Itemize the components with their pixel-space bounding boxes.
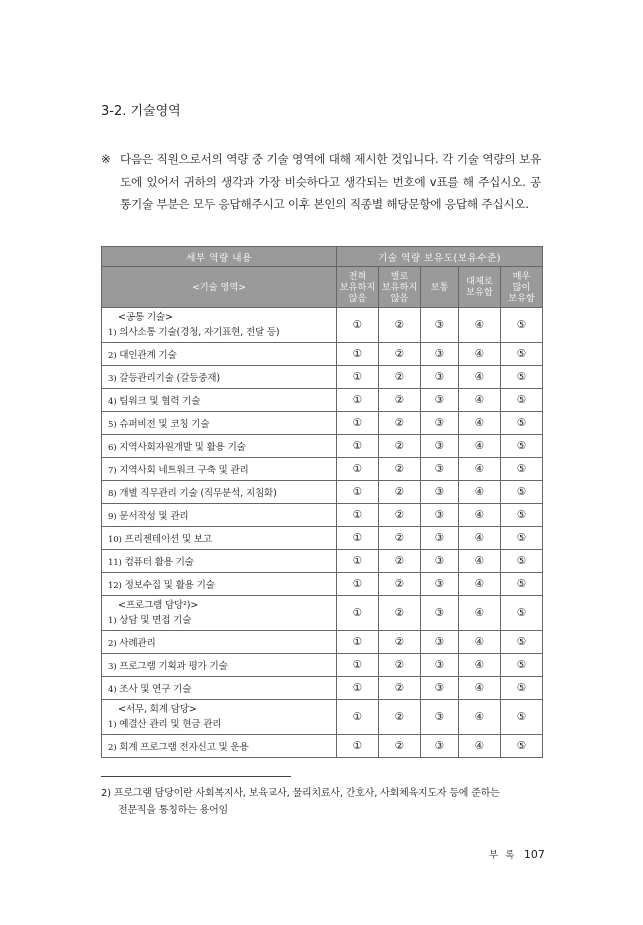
footnote-line1: 프로그램 담당이란 사회복지사, 보육교사, 물리치료사, 간호사, 사회체육지도자 등에 준하는 (113, 788, 500, 799)
rating-option-2[interactable]: ② (379, 481, 421, 504)
skill-item (102, 389, 337, 412)
skill-item (102, 735, 337, 758)
scale-header-4: 대체로 보유함 (459, 267, 501, 308)
item-number: 3) (108, 374, 117, 384)
rating-option-4[interactable]: ④ (459, 435, 501, 458)
rating-option-1[interactable]: ① (337, 677, 379, 700)
item-label: 슈퍼비전 및 코칭 기술 (119, 419, 210, 430)
rating-option-5[interactable]: ⑤ (501, 412, 543, 435)
item-label: 상담 및 면접 기술 (119, 614, 192, 626)
rating-option-1[interactable]: ① (337, 412, 379, 435)
rating-option-5[interactable]: ⑤ (501, 458, 543, 481)
rating-option-2[interactable]: ② (379, 550, 421, 573)
instruction-text: 다음은 직원으로서의 역량 중 기술 영역에 대해 제시한 것입니다. 각 기술 역량의 보유도에 있어서 귀하의 생각과 가장 비슷하다고 생각되는 번호에 v표를 해 주십시오. 공통기술 부분은 모두 응답해주시고 이후 본인의 직종별 해당문항에 응답해 주십시오. (120, 152, 541, 211)
footnote-mark: 2) (101, 788, 111, 799)
rating-option-3[interactable]: ③ (421, 735, 459, 758)
item-label: 프로그램 기획과 평가 기술 (119, 661, 228, 672)
rating-option-4[interactable]: ④ (459, 366, 501, 389)
rating-option-5[interactable]: ⑤ (501, 504, 543, 527)
table-row (102, 366, 543, 389)
item-label: 조사 및 연구 기술 (119, 684, 192, 695)
item-label: 지역사회 네트워크 구축 및 관리 (119, 465, 249, 476)
item-label: 프리젠테이션 및 보고 (124, 534, 212, 545)
item-number: 5) (108, 420, 117, 430)
skill-item (102, 596, 337, 631)
item-number: 7) (108, 466, 117, 476)
rating-option-2[interactable]: ② (379, 735, 421, 758)
rating-option-4[interactable]: ④ (459, 631, 501, 654)
rating-option-2[interactable]: ② (379, 412, 421, 435)
rating-option-3[interactable]: ③ (421, 527, 459, 550)
rating-option-4[interactable]: ④ (459, 412, 501, 435)
skill-item (102, 677, 337, 700)
skill-item (102, 527, 337, 550)
item-label: 예결산 관리 및 현금 관리 (119, 718, 222, 730)
rating-option-3[interactable]: ③ (421, 366, 459, 389)
rating-option-2[interactable]: ② (379, 435, 421, 458)
rating-option-4[interactable]: ④ (459, 343, 501, 366)
item-number: 9) (108, 512, 117, 522)
rating-option-5[interactable]: ⑤ (501, 700, 543, 735)
table-row (102, 527, 543, 550)
footnote-rule (101, 776, 291, 777)
item-number: 6) (108, 443, 117, 453)
rating-option-3[interactable]: ③ (421, 435, 459, 458)
rating-option-4[interactable]: ④ (459, 596, 501, 631)
rating-option-3[interactable]: ③ (421, 631, 459, 654)
table-row (102, 654, 543, 677)
table-header-row (102, 247, 543, 267)
skill-item (102, 654, 337, 677)
rating-option-1[interactable]: ① (337, 527, 379, 550)
rating-option-5[interactable]: ⑤ (501, 631, 543, 654)
rating-option-5[interactable]: ⑤ (501, 366, 543, 389)
rating-option-3[interactable]: ③ (421, 412, 459, 435)
rating-option-4[interactable]: ④ (459, 573, 501, 596)
rating-option-1[interactable]: ① (337, 654, 379, 677)
rating-option-3[interactable]: ③ (421, 550, 459, 573)
rating-option-1[interactable]: ① (337, 308, 379, 343)
rating-option-2[interactable]: ② (379, 596, 421, 631)
rating-option-1[interactable]: ① (337, 700, 379, 735)
table-row (102, 504, 543, 527)
rating-option-1[interactable]: ① (337, 366, 379, 389)
rating-option-1[interactable]: ① (337, 550, 379, 573)
item-label: 컴퓨터 활용 기술 (124, 557, 194, 568)
rating-option-4[interactable]: ④ (459, 735, 501, 758)
rating-option-5[interactable]: ⑤ (501, 481, 543, 504)
appendix-label: 부 록 (489, 850, 517, 861)
rating-option-2[interactable]: ② (379, 527, 421, 550)
item-number: 8) (108, 489, 117, 499)
rating-option-1[interactable]: ① (337, 596, 379, 631)
table-row (102, 458, 543, 481)
rating-option-1[interactable]: ① (337, 735, 379, 758)
instruction-note (101, 148, 541, 216)
table-row (102, 550, 543, 573)
rating-option-5[interactable]: ⑤ (501, 596, 543, 631)
rating-option-5[interactable]: ⑤ (501, 573, 543, 596)
rating-option-2[interactable]: ② (379, 389, 421, 412)
section-title: 3-2. 기술영역 (101, 104, 181, 119)
rating-option-4[interactable]: ④ (459, 481, 501, 504)
rating-option-2[interactable]: ② (379, 308, 421, 343)
rating-option-2[interactable]: ② (379, 343, 421, 366)
skill-item (102, 458, 337, 481)
item-number: 2) (108, 639, 117, 649)
table-row (102, 573, 543, 596)
rating-option-5[interactable]: ⑤ (501, 527, 543, 550)
rating-option-3[interactable]: ③ (421, 504, 459, 527)
sub-header-left: <기술 영역> (102, 267, 337, 308)
table-row (102, 481, 543, 504)
rating-option-3[interactable]: ③ (421, 700, 459, 735)
skill-item (102, 435, 337, 458)
skill-item (102, 700, 337, 735)
item-number: 2) (108, 743, 117, 753)
group-heading: <프로그램 담당²)> (118, 599, 199, 611)
rating-option-5[interactable]: ⑤ (501, 343, 543, 366)
item-label: 회계 프로그램 전자신고 및 운용 (119, 742, 249, 753)
rating-option-4[interactable]: ④ (459, 458, 501, 481)
rating-option-2[interactable]: ② (379, 573, 421, 596)
rating-option-1[interactable]: ① (337, 631, 379, 654)
rating-option-4[interactable]: ④ (459, 527, 501, 550)
item-number: 1) (108, 615, 117, 626)
item-number: 10) (108, 535, 122, 545)
table-row (102, 389, 543, 412)
rating-option-1[interactable]: ① (337, 481, 379, 504)
item-label: 문서작성 및 관리 (119, 511, 189, 522)
item-label: 갈등관리기술 (갈등중재) (119, 373, 220, 384)
rating-option-1[interactable]: ① (337, 573, 379, 596)
item-number: 11) (108, 558, 122, 568)
item-label: 개별 직무관리 기술 (직무분석, 지침화) (119, 488, 277, 499)
page-footer (489, 847, 545, 861)
rating-option-5[interactable]: ⑤ (501, 389, 543, 412)
header-right: 기술 역량 보유도(보유수준) (337, 247, 543, 267)
rating-option-2[interactable]: ② (379, 458, 421, 481)
rating-option-3[interactable]: ③ (421, 343, 459, 366)
scale-header-row (102, 267, 543, 308)
rating-option-5[interactable]: ⑤ (501, 308, 543, 343)
item-label: 팀워크 및 협력 기술 (119, 396, 201, 407)
rating-option-2[interactable]: ② (379, 700, 421, 735)
rating-option-4[interactable]: ④ (459, 550, 501, 573)
table-row (102, 343, 543, 366)
rating-option-1[interactable]: ① (337, 343, 379, 366)
item-label: 정보수집 및 활용 기술 (124, 580, 215, 591)
rating-option-5[interactable]: ⑤ (501, 677, 543, 700)
rating-option-4[interactable]: ④ (459, 654, 501, 677)
group-heading: <서무, 회계 담당> (118, 703, 197, 715)
rating-option-2[interactable]: ② (379, 631, 421, 654)
rating-option-2[interactable]: ② (379, 677, 421, 700)
item-label: 사례관리 (119, 638, 156, 649)
rating-option-2[interactable]: ② (379, 654, 421, 677)
skill-item (102, 481, 337, 504)
skill-item (102, 308, 337, 343)
item-number: 2) (108, 351, 117, 361)
footnote (101, 785, 546, 819)
rating-option-4[interactable]: ④ (459, 677, 501, 700)
item-label: 대인관계 기술 (119, 350, 177, 361)
skill-rating-table (101, 246, 543, 758)
table-row (102, 435, 543, 458)
skill-item (102, 366, 337, 389)
rating-option-4[interactable]: ④ (459, 504, 501, 527)
rating-option-1[interactable]: ① (337, 458, 379, 481)
table-row (102, 700, 543, 735)
skill-item (102, 504, 337, 527)
skill-item (102, 550, 337, 573)
rating-option-4[interactable]: ④ (459, 389, 501, 412)
rating-option-5[interactable]: ⑤ (501, 735, 543, 758)
item-number: 4) (108, 685, 117, 695)
rating-option-2[interactable]: ② (379, 504, 421, 527)
scale-header-5: 매우 많이 보유함 (501, 267, 543, 308)
rating-option-1[interactable]: ① (337, 504, 379, 527)
scale-header-1: 전혀 보유하지 않음 (337, 267, 379, 308)
rating-option-1[interactable]: ① (337, 389, 379, 412)
note-mark: ※ (101, 152, 111, 166)
rating-option-3[interactable]: ③ (421, 677, 459, 700)
rating-option-5[interactable]: ⑤ (501, 654, 543, 677)
item-number: 4) (108, 397, 117, 407)
scale-header-3: 보통 (421, 267, 459, 308)
skill-item (102, 412, 337, 435)
item-number: 3) (108, 662, 117, 672)
item-number: 1) (108, 327, 117, 338)
group-heading: <공통 기술> (118, 311, 173, 323)
rating-option-4[interactable]: ④ (459, 308, 501, 343)
rating-option-1[interactable]: ① (337, 435, 379, 458)
item-label: 의사소통 기술(경청, 자기표현, 전달 등) (119, 326, 280, 338)
table-row (102, 631, 543, 654)
rating-option-3[interactable]: ③ (421, 308, 459, 343)
rating-option-3[interactable]: ③ (421, 481, 459, 504)
rating-option-4[interactable]: ④ (459, 700, 501, 735)
table-row (102, 677, 543, 700)
item-number: 1) (108, 719, 117, 730)
table-row (102, 596, 543, 631)
rating-option-2[interactable]: ② (379, 366, 421, 389)
rating-option-3[interactable]: ③ (421, 596, 459, 631)
table-row (102, 735, 543, 758)
rating-option-3[interactable]: ③ (421, 654, 459, 677)
rating-option-3[interactable]: ③ (421, 389, 459, 412)
rating-option-5[interactable]: ⑤ (501, 550, 543, 573)
rating-option-5[interactable]: ⑤ (501, 435, 543, 458)
table-row (102, 412, 543, 435)
rating-option-3[interactable]: ③ (421, 458, 459, 481)
page-number: 107 (523, 848, 545, 861)
scale-header-2: 별로 보유하지 않음 (379, 267, 421, 308)
skill-item (102, 343, 337, 366)
item-number: 12) (108, 581, 122, 591)
footnote-line2: 전문직을 통칭하는 용어임 (118, 805, 229, 816)
rating-option-3[interactable]: ③ (421, 573, 459, 596)
header-left: 세부 역량 내용 (102, 247, 337, 267)
skill-item (102, 631, 337, 654)
table-row (102, 308, 543, 343)
item-label: 지역사회자원개발 및 활용 기술 (119, 442, 246, 453)
skill-item (102, 573, 337, 596)
